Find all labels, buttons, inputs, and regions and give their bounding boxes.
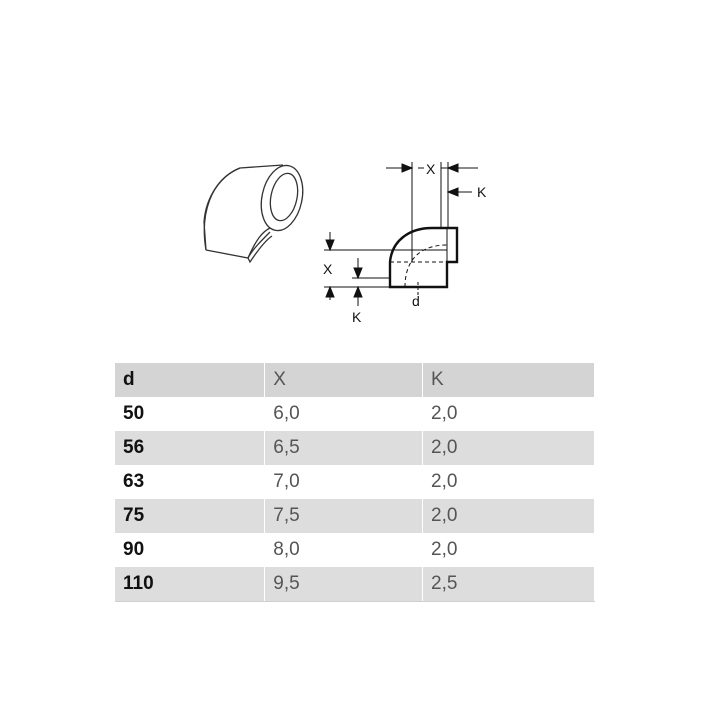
cell-x: 8,0: [265, 533, 423, 567]
dim-label-d: d: [412, 293, 420, 309]
dim-label-x-left: X: [323, 261, 333, 277]
table-row: [115, 567, 595, 602]
dim-label-x-top: X: [426, 161, 436, 177]
cell-x: 7,0: [265, 465, 423, 499]
cell-d: 56: [115, 431, 265, 465]
table-row: [115, 431, 595, 465]
table-row: [115, 499, 595, 533]
technical-drawing: [0, 0, 720, 340]
table-header-row: [115, 363, 595, 397]
table-row: [115, 533, 595, 567]
cell-k: 2,5: [423, 567, 595, 602]
left-dimensions: [324, 232, 447, 306]
cell-x: 9,5: [265, 567, 423, 602]
cell-k: 2,0: [423, 397, 595, 431]
header-x: X: [265, 363, 423, 397]
table-row: [115, 465, 595, 499]
elbow-section-view: [390, 228, 457, 287]
cell-d: 90: [115, 533, 265, 567]
cell-k: 2,0: [423, 533, 595, 567]
cell-k: 2,0: [423, 465, 595, 499]
header-d: d: [115, 363, 265, 397]
cell-x: 6,5: [265, 431, 423, 465]
header-k: K: [423, 363, 595, 397]
cell-d: 75: [115, 499, 265, 533]
dim-label-k-top: K: [477, 184, 487, 200]
cell-k: 2,0: [423, 431, 595, 465]
dim-label-k-bottom: K: [352, 309, 362, 325]
cell-d: 50: [115, 397, 265, 431]
cell-x: 6,0: [265, 397, 423, 431]
table-row: [115, 397, 595, 431]
elbow-3d-illustration: [204, 162, 308, 262]
cell-d: 63: [115, 465, 265, 499]
cell-x: 7,5: [265, 499, 423, 533]
cell-k: 2,0: [423, 499, 595, 533]
cell-d: 110: [115, 567, 265, 602]
dimension-table: [115, 363, 595, 602]
